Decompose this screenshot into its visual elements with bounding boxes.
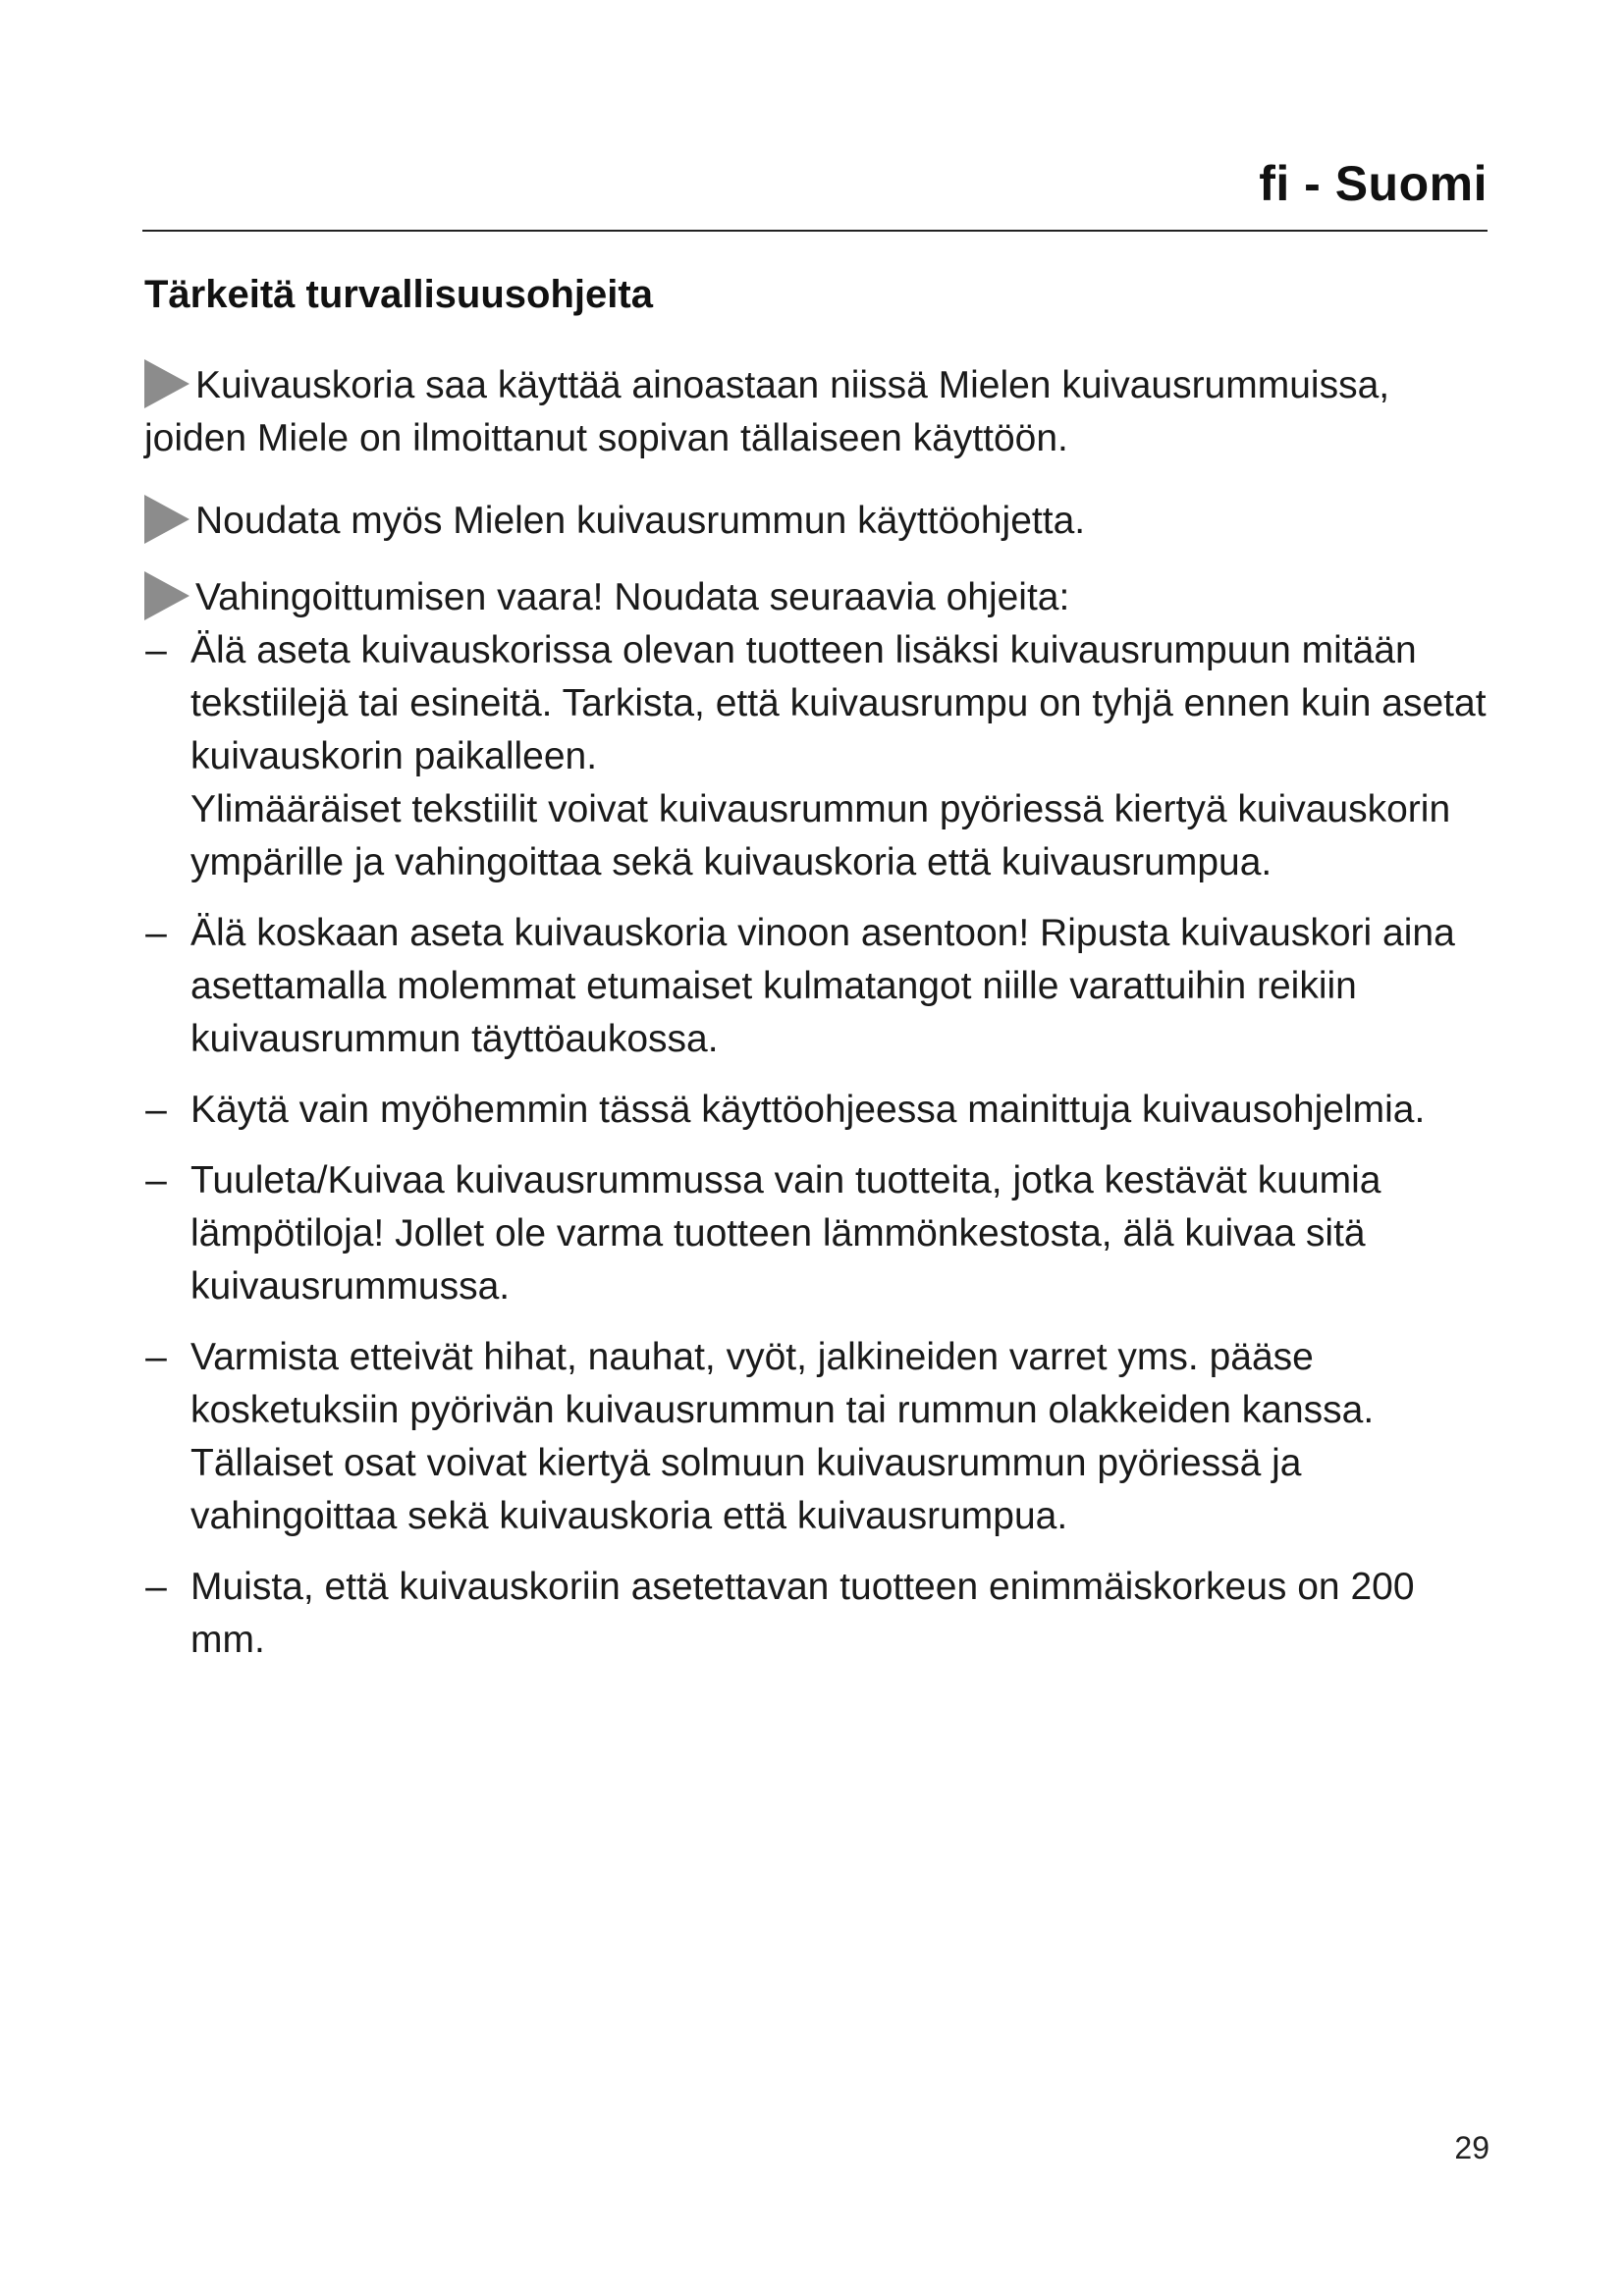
list-item xyxy=(144,1331,1489,1543)
list-item xyxy=(144,907,1489,1066)
list-item-text: Varmista etteivät hihat, nauhat, vyöt, jalkineiden varret yms. pääse kosketuksiin pyörivän kuivausrummun tai rummun olakkeiden kanssa. xyxy=(190,1336,1375,1431)
section-title: Tärkeitä turvallisuusohjeita xyxy=(144,273,653,316)
dash-marker: – xyxy=(145,1089,167,1131)
list-item-note: Tällaiset osat voivat kiertyä solmuun kuivausrummun pyöriessä ja vahingoittaa sekä kuivauskoria että kuivausrumpua. xyxy=(190,1442,1302,1537)
warning-paragraph xyxy=(144,571,1489,624)
safety-instructions xyxy=(144,359,1489,1667)
page-header xyxy=(142,147,1488,232)
list-item xyxy=(144,1561,1489,1667)
warning-text: Noudata myös Mielen kuivausrummun käyttöohjetta. xyxy=(195,500,1086,542)
list-item-note: Ylimääräiset tekstiilit voivat kuivausrummun pyöriessä kiertyä kuivauskorin ympärille ja vahingoittaa sekä kuivauskoria että kuivausrumpua. xyxy=(190,788,1451,883)
warning-paragraph xyxy=(144,495,1489,548)
dash-marker: – xyxy=(145,1566,167,1608)
warning-paragraph xyxy=(144,359,1489,465)
list-item-text: Älä aseta kuivauskorissa olevan tuotteen lisäksi kuivausrumpuun mitään tekstiilejä tai esineitä. Tarkista, että kuivausrumpu on tyhjä ennen kuin asetat kuivauskorin paikalleen. xyxy=(190,629,1487,777)
triangle-arrow-icon xyxy=(144,495,189,544)
list-item-text: Käytä vain myöhemmin tässä käyttöohjeessa mainittuja kuivausohjelmia. xyxy=(190,1089,1426,1131)
language-label: fi - Suomi xyxy=(1259,156,1488,211)
list-item xyxy=(144,1154,1489,1313)
list-item-text: Älä koskaan aseta kuivauskoria vinoon asentoon! Ripusta kuivauskori aina asettamalla molemmat etumaiset kulmatangot niille varattuihin reikiin kuivausrummun täyttöaukossa. xyxy=(190,912,1455,1060)
instruction-list xyxy=(144,624,1489,1667)
warning-text: Kuivauskoria saa käyttää ainoastaan niissä Mielen kuivausrummuissa, joiden Miele on ilmoittanut sopivan tällaiseen käyttöön. xyxy=(144,364,1390,459)
dash-marker: – xyxy=(145,912,167,954)
dash-marker: – xyxy=(145,1159,167,1201)
list-item-text: Tuuleta/Kuivaa kuivausrummussa vain tuotteita, jotka kestävät kuumia lämpötiloja! Jollet ole varma tuotteen lämmönkestosta, älä kuivaa sitä kuivausrummussa. xyxy=(190,1159,1381,1308)
page-number: 29 xyxy=(1454,2130,1489,2165)
dash-marker: – xyxy=(145,629,167,671)
dash-marker: – xyxy=(145,1336,167,1378)
triangle-arrow-icon xyxy=(144,359,189,408)
list-item-text: Muista, että kuivauskoriin asetettavan tuotteen enimmäiskorkeus on 200 mm. xyxy=(190,1566,1415,1661)
triangle-arrow-icon xyxy=(144,571,189,620)
list-item xyxy=(144,624,1489,889)
warning-text: Vahingoittumisen vaara! Noudata seuraavia ohjeita: xyxy=(195,576,1070,618)
list-item xyxy=(144,1084,1489,1137)
